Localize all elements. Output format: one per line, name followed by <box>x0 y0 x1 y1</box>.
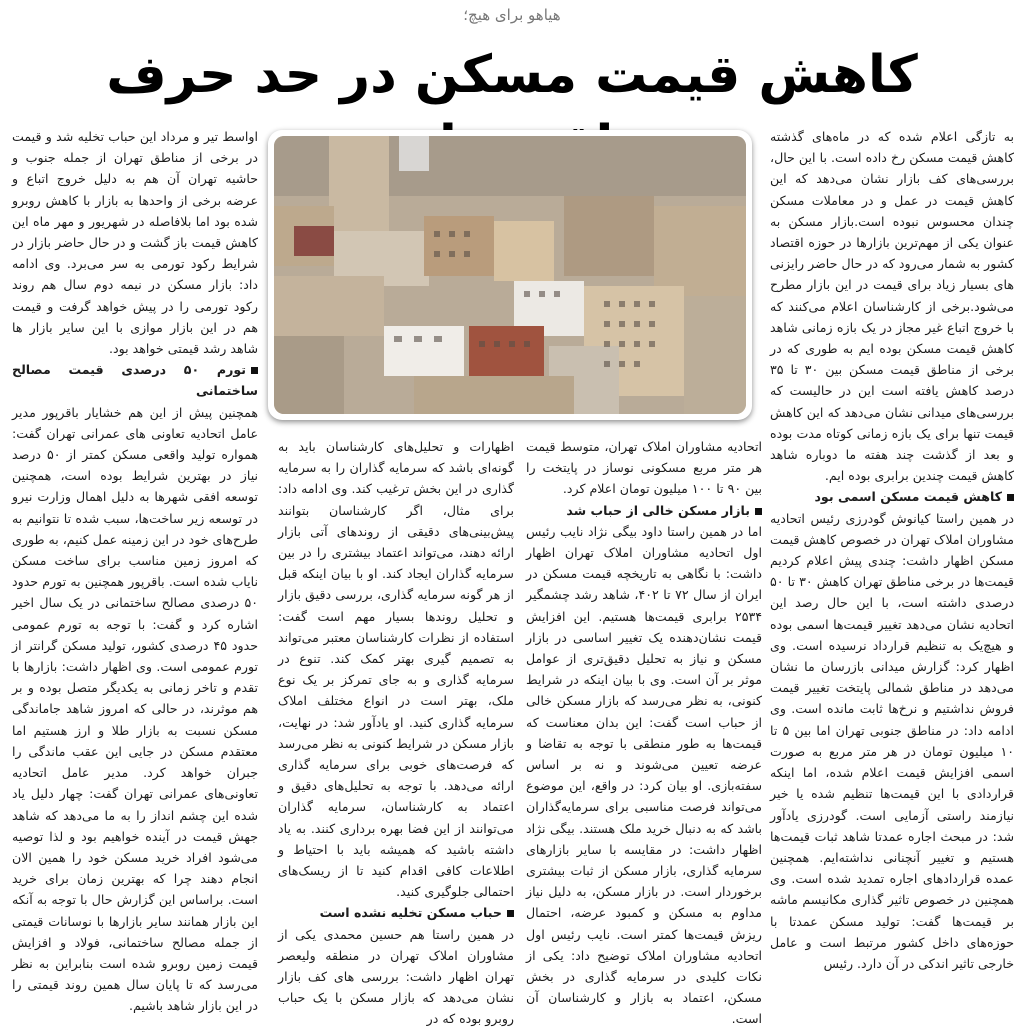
section-subheading <box>526 500 762 521</box>
subheading-text: حباب مسکن تخلیه نشده است <box>319 905 502 921</box>
paragraph: به تازگی اعلام شده که در ماه‌های گذشته کاهش قیمت مسکن رخ داده است. با این حال، بررسی‌های کف بازار نشان می‌دهد که این کاهش قیمت در عمل و در معاملات مسکن چندان محسوس نبوده است.بازار مسکن به عنوان یکی از مهم‌ترین بازارها در حوزه اقتصاد کشور به شمار می‌رود که در حال حاضر رایزنی های بسیار زیاد برای قیمت در این بازار مطرح می‌شود.برخی از کارشناسان اعلام می‌کنند که با خروج اتباع غیر مجاز در یک بازه زمانی شاهد کاهش قیمت مسکن بوده ایم به طوری که در برخی از مناطق قیمت مسکن بین ۳۰ تا ۳۵ درصد کاهش یافته است این در حالیست که بررسی‌های میدانی نشان می‌دهد که این کاهش قیمت تنها برای یک بازه زمانی کوتاه مدت بوده و بعد از گذشت چند هفته ما دوباره شاهد کاهش قیمت چندین برابری بوده ایم. <box>770 129 1014 484</box>
paragraph: اواسط تیر و مرداد این حباب تخلیه شد و قیمت در برخی از مناطق تهران از جمله جنوب و حاشیه تهران آن هم به دلیل خروج اتباع و عرضه برخی از واحدها به بازار با کاهش روبرو شده بود اما بلافاصله در شهریور و مهر ماه این کاهش قیمت باز گشت و در حال حاضر بازار در شرایط رکود تورمی به سر می‌برد. وی ادامه داد: بازار مسکن در نیمه دوم سال هم روند رکود تورمی را در پیش خواهد گرفت و قیمت هم در این بازار موازی با این سایر بازار ها شاهد رشد قیمتی خواهد بود. <box>12 129 258 357</box>
section-subheading <box>278 902 514 923</box>
paragraph: در همین راستا کیانوش گودرزی رئیس اتحادیه مشاوران املاک تهران در خصوص کاهش قیمت مسکن اظهار داشت: چندی پیش اعلام کردیم قیمت‌ها در برخی مناطق تهران کاهش ۳۰ تا ۵۰ درصدی داشته است، با این حال رصد این اتحادیه نشان می‌دهد تغییر قیمت‌ها اسمی بوده و هیچ‌یک به تنظیم قرارداد نرسیده است. وی اظهار کرد: گزارش میدانی بازرسان ما نشان می‌دهد در مناطق شمالی پایتخت تغییر قیمت فروش نداشتیم و نرخ‌ها ثابت مانده است. وی ادامه داد: در مناطق جنوبی تهران اما بین ۵ تا ۱۰ میلیون تومان در هر متر مربع به صورت اسمی افزایش قیمت اعلام شده، اما اینکه قراردادی با این قیمت‌ها تنظیم شده یا خیر نیازمند راستی آزمایی است. گودرزی یادآور شد: در مبحث اجاره عمدتا شاهد ثبات قیمت‌ها هستیم و تغییر آنچنانی نداشته‌ایم. همچنین عمده قراردادهای اجاره تمدید شده است. وی همچنین در خصوص تاثیر گذاری مکانیسم ماشه بر قیمت‌ها گفت: تولید مسکن عمدتا با حوزه‌های داخل کشور مرتبط است و عامل خارجی تاثیر اندکی در آن دارد. رئیس <box>770 510 1014 971</box>
paragraph: در همین راستا هم حسین محمدی یکی از مشاوران املاک تهران در منطقه ولیعصر تهران اظهار داشت: بررسی های کف بازار نشان می‌دهد که بازار مسکن با یک حباب روبرو بوده که در <box>278 926 514 1027</box>
subheading-text: بازار مسکن خالی از حباب شد <box>566 502 750 518</box>
article-column-4 <box>12 126 258 1017</box>
square-bullet-icon <box>251 367 258 374</box>
article-kicker: هیاهو برای هیچ؛ <box>463 6 561 24</box>
article-headline: کاهش قیمت مسکن در حد حرف <box>106 45 918 105</box>
subheading-text: تورم ۵۰ درصدی قیمت مصالح ساختمانی <box>12 362 258 399</box>
article-column-2 <box>526 436 762 1030</box>
paragraph: اما در همین راستا داود بیگی نژاد نایب رئیس اول اتحادیه مشاوران املاک تهران اظهار داشت: با نگاهی به تاریخچه قیمت مسکن در ایران از سال ۷۲ تا ۴۰۲، شاهد رشد چشمگیر ۲۵۳۴ برابری قیمت‌ها هستیم. این افزایش قیمت نشان‌دهنده یک تغییر اساسی در بازار مسکن و نیاز به تحلیل دقیق‌تری از عوامل موثر بر آن است. وی با بیان اینکه در شرایط کنونی، به نظر می‌رسد که بازار مسکن خالی از حباب است گفت: این بدان معناست که قیمت‌ها به طور منطقی با توجه به تقاضا و عرضه تعیین می‌شوند و نه بر اساس سفته‌بازی. او بیان کرد: در واقع، این موضوع می‌تواند فرصت مناسبی برای سرمایه‌گذاران باشد که به دنبال خرید ملک هستند. بیگی نژاد اظهار داشت: در مقایسه با سایر بازارهای سرمایه گذاری، بازار مسکن از ثبات بیشتری برخوردار است. در بازار مسکن، به دلیل نیاز مداوم به مسکن و کمبود عرضه، احتمال ریزش قیمت‌ها کمتر است. نایب رئیس اول اتحادیه مشاوران املاک توضیح داد: یکی از نکات کلیدی در سرمایه گذاری در بخش مسکن، اعتماد به بازار و کارشناسان آن است. <box>526 523 762 1027</box>
section-subheading <box>12 359 258 401</box>
subheading-text: کاهش قیمت مسکن اسمی بود <box>814 489 1002 505</box>
article-photo <box>268 130 752 420</box>
article-column-1 <box>770 126 1014 974</box>
article-column-3 <box>278 436 514 1030</box>
paragraph: اتحادیه مشاوران املاک تهران، متوسط قیمت هر متر مربع مسکونی نوساز در پایتخت را بین ۹۰ تا ۱۰۰ میلیون تومان اعلام کرد. <box>526 439 762 497</box>
square-bullet-icon <box>1007 494 1014 501</box>
city-buildings-image <box>274 136 746 414</box>
paragraph: اظهارات و تحلیل‌های کارشناسان باید به گونه‌ای باشد که سرمایه گذاران را به سرمایه گذاری در این بخش ترغیب کند. وی ادامه داد: برای مثال، اگر کارشناسان بتوانند پیش‌بینی‌های دقیقی از روندهای آتی بازار ارائه دهند، می‌تواند اعتماد بیشتری را در بین سرمایه گذاران ایجاد کند. او با بیان اینکه قبل از هر گونه سرمایه گذاری، بررسی دقیق بازار و تحلیل روندها بسیار مهم است گفت: استفاده از نظرات کارشناسان معتبر می‌تواند به تصمیم گیری بهتر کمک کند. تنوع در سرمایه گذاری و به جای تمرکز بر یک نوع ملک، بهتر است در انواع مختلف املاک سرمایه گذاری کنید. او یادآور شد: در نهایت، بازار مسکن در شرایط کنونی به نظر می‌رسد که فرصت‌های خوبی برای سرمایه گذاری ارائه می‌دهد. با توجه به تحلیل‌های دقیق و اعتماد به کارشناسان، سرمایه گذاران می‌توانند از این فضا بهره برداری کنند. به یاد داشته باشید که همیشه باید با احتیاط و اطلاعات کافی اقدام کنید تا از ریسک‌های احتمالی جلوگیری کنید. <box>278 439 514 900</box>
section-subheading <box>770 486 1014 507</box>
square-bullet-icon <box>755 508 762 515</box>
paragraph: همچنین پیش از این هم خشایار باقرپور مدیر عامل اتحادیه تعاونی های عمرانی تهران گفت: همواره تولید واقعی مسکن کمتر از ۵۰ درصد نیاز در بهترین شرایط بوده است، همچنین توسعه افقی شهرها به دلیل اهمال وزارت نیرو در توسعه زیر ساخت‌ها، سبب شده تا نتوانیم به طرح‌های خود در این زمینه عمل کنیم، به طوری که امروز زمین مناسب برای ساخت مسکن نایاب شده است. باقرپور همچنین به تورم حدود ۵۰ درصدی مصالح ساختمانی در یک سال اخیر اشاره کرد و گفت: با توجه به تورم عمومی حدود ۴۵ درصدی کشور، تولید مسکن گرانتر از تورم عمومی است. وی اظهار داشت: بازارها با تقدم و تاخر زمانی به یکدیگر متصل بوده و بر هم موثرند، در حالی که امروز شاهد جاماندگی مسکن نسبت به بازار طلا و ارز هستیم اما معتقدم مسکن در جایی این عقب ماندگی را جبران خواهد کرد. مدیر عامل اتحادیه تعاونی‌های عمرانی تهران گفت: چهار دلیل یاد شده این چشم انداز را به ما می‌دهد که شاهد جهش قیمت در آینده خواهیم بود و لذا توصیه می‌شود افراد خرید مسکن خود را همین الان انجام دهند چرا که بهترین زمان برای خرید است. براساس این گزارش حال با توجه به آنکه این بازار همانند سایر بازارها با نوسانات قیمتی از جمله مصالح ساختمانی، فولاد و افزایش قیمت زمین روبرو شده است بنابراین به نظر می‌رسد که تا پایان سال همین روند قیمتی را در این بازار شاهد باشیم. <box>12 404 259 1014</box>
square-bullet-icon <box>507 910 514 917</box>
